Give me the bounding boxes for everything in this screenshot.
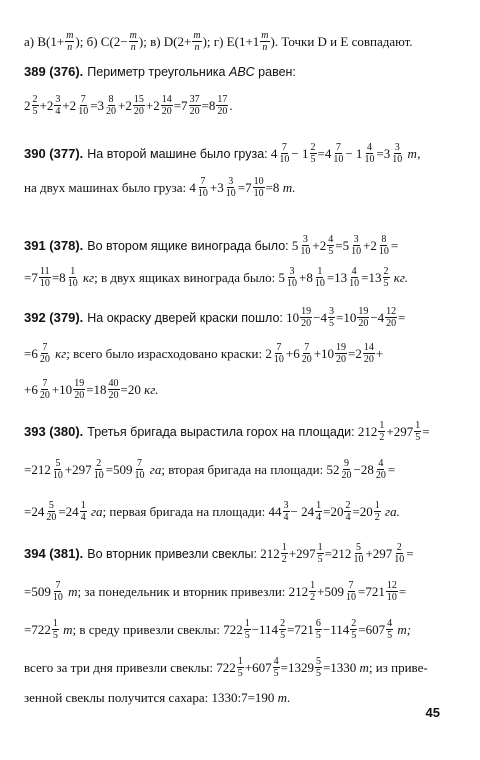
problem-394-line5: зенной свеклы получится сахара: 1330:7=190 т.: [24, 690, 291, 705]
problem-392-line2: =6 7 20 кг ; всего было израсходовано краски: 2 7 10 +6 7 20 +10 19 20 =2 14 20 +: [24, 342, 384, 365]
problem-number: 389 (376).: [24, 64, 84, 79]
problem-394-line2: =509 7 10 т ; за понедельник и вторник привезли: 212 1 2 +509 7 10 =721 12 10 =: [24, 580, 407, 603]
problem-number: 392 (379).: [24, 309, 84, 325]
problem-394-line1: 394 (381). Во вторник привезли свеклы: 212 1 2 +297 1 5 =212 5 10 +297 2 10 =: [24, 542, 414, 565]
problem-394-line4: всего за три дня привезли свеклы: 722 1 5 +607 4 5 =1329 5 5 =1330 т ; из приве-: [24, 656, 428, 679]
problem-390-line1: 390 (377). На второй машине было груза: 4 7 10 − 1 2 5 =4 7 10 − 1 4 10 =3 3 10 т,: [24, 142, 421, 165]
problem-393-line2: =212 5 10 +297 2 10 =509 7 10 га ; вторая бригада на площади: 52 9 20 −28 4 20 =: [24, 458, 396, 481]
problem-390-line2: на двух машинах было груза: 4 7 10 +3 3 10 =7 10 10 =8 т.: [24, 176, 296, 199]
problem-393-line3: =24 5 20 =24 1 4 га ; первая бригада на площади: 44 3 4 − 24 1 4 =20 2 4 =20 1 2 га.: [24, 500, 400, 523]
problem-number: 390 (377).: [24, 145, 84, 161]
problem-393-line1: 393 (380). Третья бригада вырастила горох на площади: 212 1 2 +297 1 5 =: [24, 420, 430, 443]
problem-391-line2: =7 11 10 =8 1 10 кг ; в двух ящиках винограда было: 5 3 10 +8 1 10 =13 4 10 =13 2 5 кг.: [24, 266, 408, 289]
problem-389-heading: 389 (376). Периметр треугольника ABC равен:: [24, 64, 296, 79]
problem-389-expression: 2 2 5 +2 3 4 +2 7 10 =3 8 20 +2 15 20 +2 14 20 =7 37 20 =8 17 20 .: [24, 94, 233, 117]
problem-392-line3: +6 7 20 +10 19 20 =18 40 20 =20 кг.: [24, 378, 159, 401]
problem-number: 391 (378).: [24, 237, 84, 253]
answer-line-points: а) B(1+ $\frac{m}{n}$ ); б) C(2− $\frac{m}{n}$ ); в) D(2+ $\frac{m}{n}$ ); г) E(1+1 m n ). Точки D и E совпадают.: [24, 30, 413, 53]
page-number: 45: [425, 705, 440, 720]
problem-391-line1: 391 (378). Во втором ящике винограда было: 5 3 10 +2 4 5 =5 3 10 +2 8 10 =: [24, 234, 399, 257]
problem-392-line1: 392 (379). На окраску дверей краски пошло: 10 19 20 −4 3 5 =10 19 20 −4 12 20 =: [24, 306, 406, 329]
problem-number: 394 (381).: [24, 545, 84, 561]
problem-394-line3: =722 1 5 т ; в среду привезли свеклы: 722 1 5 −114 2 5 =721 6 5 −114 2 5 =607 4 5 т;: [24, 618, 412, 641]
problem-number: 393 (380).: [24, 423, 84, 439]
